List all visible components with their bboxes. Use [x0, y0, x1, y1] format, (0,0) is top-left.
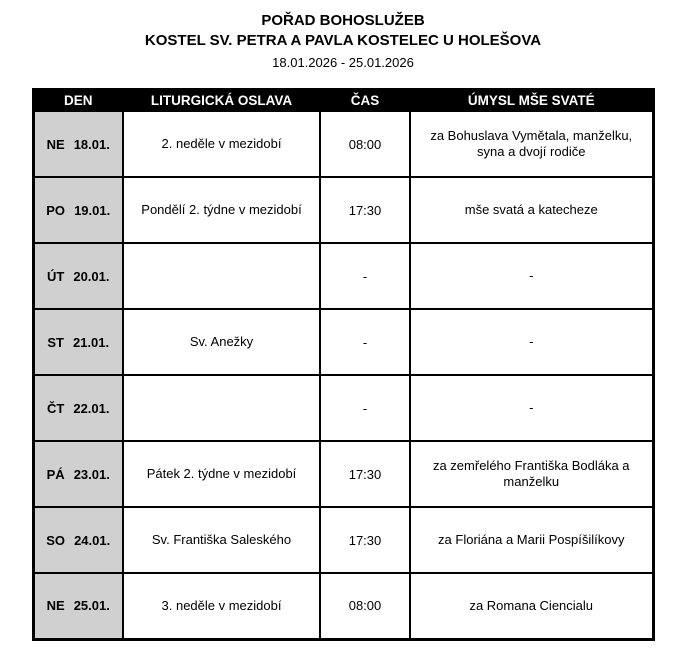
mass-schedule-table [32, 88, 655, 641]
day-cell [33, 375, 123, 441]
intention-cell: za Floriána a Marii Pospíšilíkovy [410, 507, 653, 573]
celebration-cell: 3. neděle v mezidobí [123, 573, 320, 639]
day-cell [33, 177, 123, 243]
column-header-liturgicka-oslava: LITURGICKÁ OSLAVA [123, 89, 320, 111]
celebration-cell: Pondělí 2. týdne v mezidobí [123, 177, 320, 243]
table-row [33, 111, 653, 177]
intention-cell: za Romana Ciencialu [410, 573, 653, 639]
day-date: 19.01. [74, 202, 111, 218]
day-cell [33, 507, 123, 573]
day-abbr: PÁ [46, 466, 65, 482]
page-subtitle: KOSTEL SV. PETRA A PAVLA KOSTELEC U HOLEŠOVA [144, 32, 542, 50]
time-cell: 17:30 [320, 177, 410, 243]
table-row [33, 375, 653, 441]
celebration-cell [123, 243, 320, 309]
day-abbr: ST [47, 334, 64, 350]
intention-cell: - [410, 243, 653, 309]
day-cell [33, 243, 123, 309]
table-row [33, 309, 653, 375]
day-abbr: ČT [47, 400, 65, 416]
celebration-cell: Pátek 2. týdne v mezidobí [123, 441, 320, 507]
time-cell: - [320, 309, 410, 375]
intention-cell: - [410, 375, 653, 441]
table-row [33, 243, 653, 309]
celebration-cell: 2. neděle v mezidobí [123, 111, 320, 177]
intention-cell: - [410, 309, 653, 375]
celebration-cell [123, 375, 320, 441]
day-abbr: PO [46, 202, 66, 218]
time-cell: - [320, 243, 410, 309]
day-abbr: ÚT [47, 268, 65, 284]
day-cell [33, 111, 123, 177]
day-cell [33, 441, 123, 507]
time-cell: - [320, 375, 410, 441]
celebration-cell: Sv. Anežky [123, 309, 320, 375]
day-date: 23.01. [73, 466, 110, 482]
day-date: 22.01. [73, 400, 110, 416]
day-abbr: SO [46, 532, 66, 548]
table-row [33, 573, 653, 639]
intention-cell: za Bohuslava Vymětala, manželku, syna a dvojí rodiče [410, 111, 653, 177]
time-cell: 08:00 [320, 573, 410, 639]
column-header-cas: ČAS [320, 89, 410, 111]
intention-cell: mše svatá a katecheze [410, 177, 653, 243]
column-header-umysl: ÚMYSL MŠE SVATÉ [410, 89, 653, 111]
intention-cell: za zemřelého Františka Bodláka a manželku [410, 441, 653, 507]
day-abbr: NE [46, 136, 65, 152]
table-row [33, 507, 653, 573]
day-date: 21.01. [72, 334, 110, 350]
day-cell [33, 309, 123, 375]
day-date: 18.01. [73, 136, 110, 152]
time-cell: 17:30 [320, 507, 410, 573]
table-row [33, 177, 653, 243]
day-date: 20.01. [73, 268, 110, 284]
time-cell: 17:30 [320, 441, 410, 507]
date-range: 18.01.2026 - 25.01.2026 [272, 54, 414, 70]
day-date: 25.01. [73, 598, 110, 614]
table-header-row [33, 89, 653, 111]
time-cell: 08:00 [320, 111, 410, 177]
table-row [33, 441, 653, 507]
page-title: POŘAD BOHOSLUŽEB [261, 12, 425, 29]
day-abbr: NE [46, 598, 65, 614]
day-date: 24.01. [74, 532, 111, 548]
column-header-den: DEN [33, 89, 123, 111]
celebration-cell: Sv. Františka Saleského [123, 507, 320, 573]
document-header [0, 0, 686, 72]
day-cell [33, 573, 123, 639]
